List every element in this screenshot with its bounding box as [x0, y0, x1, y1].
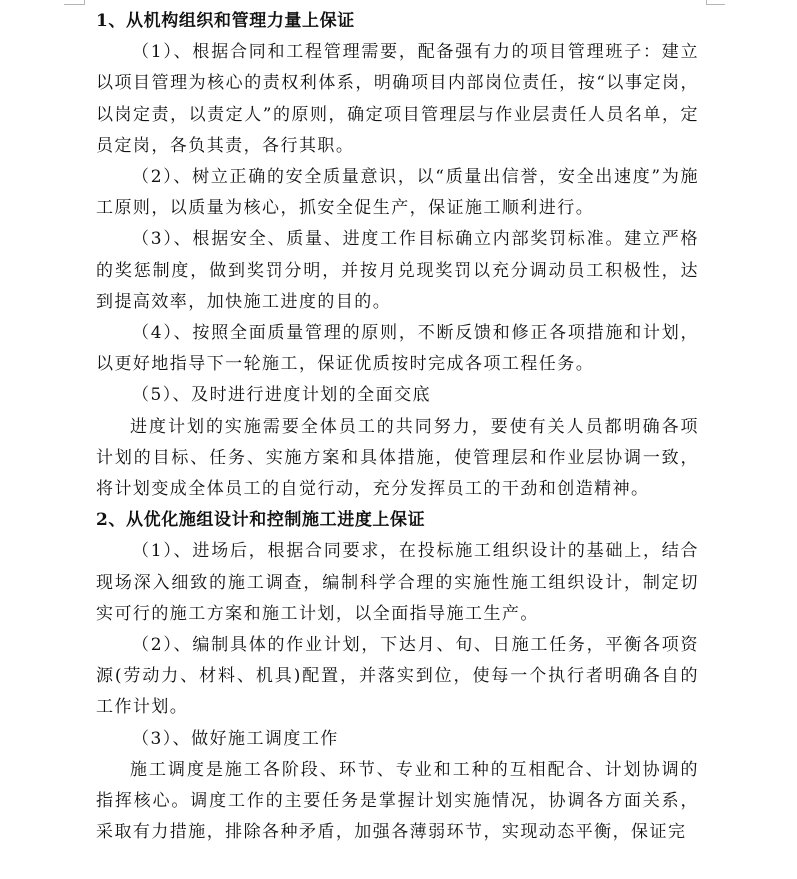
section-2-paragraph-3: （3）、做好施工调度工作 — [132, 728, 339, 749]
section-1-paragraph-2: （2）、树立正确的安全质量意识，以“质量出信誉，安全出速度”为施工原则，以质量为核心，抓安全促生产，保证施工顺利进行。 — [96, 167, 699, 219]
crop-mark-top-left — [64, 0, 85, 5]
section-2-paragraph-2: （2）、编制具体的作业计划，下达月、旬、日施工任务，平衡各项资源(劳动力、材料、机具)配置，并落实到位，使每一个执行者明确各自的工作计划。 — [96, 635, 699, 718]
section-1-paragraph-4: （4）、按照全面质量管理的原则，不断反馈和修正各项措施和计划，以更好地指导下一轮施工，保证优质按时完成各项工程任务。 — [96, 323, 699, 375]
section-1-paragraph-5: （5）、及时进行进度计划的全面交底 — [132, 385, 431, 406]
crop-mark-top-right — [706, 0, 725, 5]
section-1-paragraph-1: （1）、根据合同和工程管理需要，配备强有力的项目管理班子：建立以项目管理为核心的责权利体系，明确项目内部岗位责任，按“以事定岗，以岗定责，以责定人”的原则，确定项目管理层与作业层责任人员名单，定员定岗，各负其责，各行其职。 — [96, 42, 699, 156]
section-2-paragraph-4: 施工调度是施工各阶段、环节、专业和工种的互相配合、计划协调的指挥核心。调度工作的主要任务是掌握计划实施情况，协调各方面关系，采取有力措施，排除各种矛盾，加强各薄弱环节，实现动态平衡，保证完 — [96, 759, 699, 843]
section-1-heading: 1、从机构组织和管理力量上保证 — [96, 11, 355, 31]
document-body — [96, 6, 699, 848]
section-2-heading: 2、从优化施组设计和控制施工进度上保证 — [96, 510, 426, 531]
section-1-paragraph-3: （3）、根据安全、质量、进度工作目标确立内部奖罚标准。建立严格的奖惩制度，做到奖罚分明，并按月兑现奖罚以充分调动员工积极性，达到提高效率，加快施工进度的目的。 — [96, 229, 699, 312]
section-1-paragraph-6: 进度计划的实施需要全体员工的共同努力，要使有关人员都明确各项计划的目标、任务、实施方案和具体措施，使管理层和作业层协调一致，将计划变成全体员工的自觉行动，充分发挥员工的干劲和创造精神。 — [96, 416, 699, 500]
section-2-paragraph-1: （1）、进场后，根据合同要求，在投标施工组织设计的基础上，结合现场深入细致的施工调查，编制科学合理的实施性施工组织设计，制定切实可行的施工方案和施工计划，以全面指导施工生产。 — [96, 541, 699, 624]
